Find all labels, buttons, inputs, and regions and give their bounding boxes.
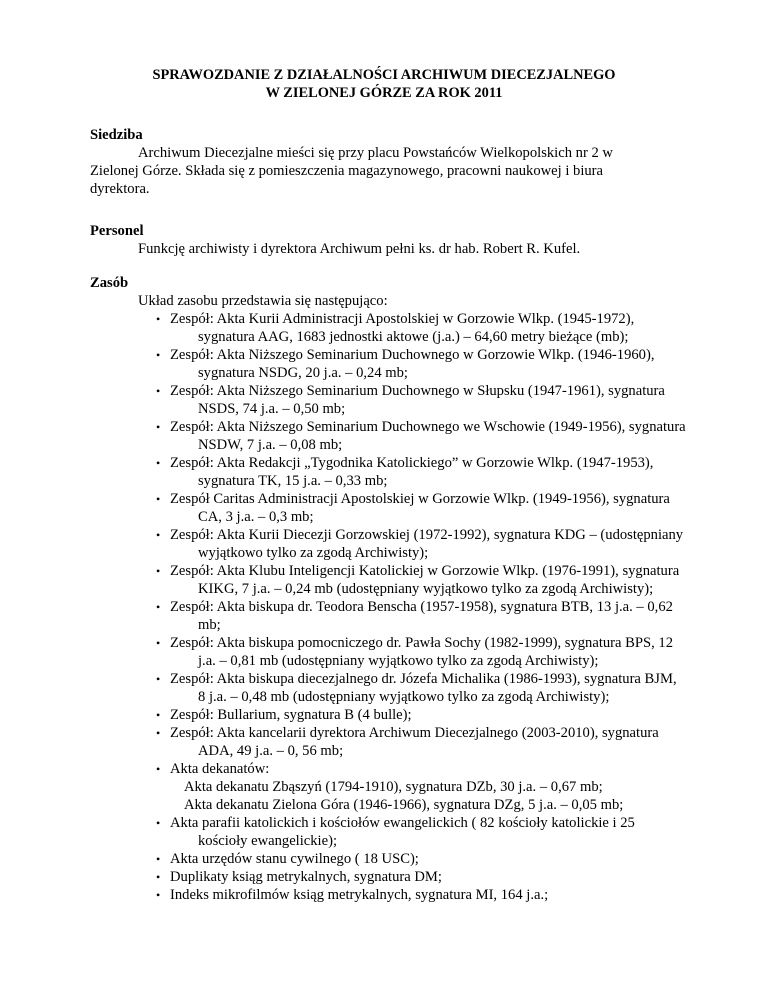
document-title: [0, 66, 768, 102]
list-item: • Duplikaty ksiąg metrykalnych, sygnatura DM;: [156, 869, 442, 885]
heading-personel: Personel: [90, 223, 144, 239]
title-line-1: SPRAWOZDANIE Z DZIAŁALNOŚCI ARCHIWUM DIECEZJALNEGO: [152, 67, 616, 83]
list-item: • Zespół: Bullarium, sygnatura B (4 bulle);: [156, 707, 412, 723]
personel-text: Funkcję archiwisty i dyrektora Archiwum pełni ks. dr hab. Robert R. Kufel.: [138, 241, 581, 257]
zasob-intro: Układ zasobu przedstawia się następująco:: [138, 293, 388, 309]
heading-zasob: Zasób: [90, 275, 129, 291]
list-item: • Akta urzędów stanu cywilnego ( 18 USC);: [156, 851, 419, 867]
list-item: • Zespół: Akta Redakcji „Tygodnika Katolickiego” w Gorzowie Wlkp. (1947-1953), sygnatura TK, 15 j.a. – 0,33 mb;: [156, 455, 654, 489]
section-personel: [90, 222, 690, 258]
list-item: • Akta parafii katolickich i kościołów ewangelickich ( 82 kościoły katolickie i 25 kościoły ewangelickie);: [156, 815, 635, 849]
dekanat-zbaszyn: Akta dekanatu Zbąszyń (1794-1910), sygnatura DZb, 30 j.a. – 0,67 mb;: [184, 779, 603, 795]
heading-siedziba: Siedziba: [90, 127, 143, 143]
list-item: • Zespół: Akta Kurii Administracji Apostolskiej w Gorzowie Wlkp. (1945-1972), sygnatura AAG, 1683 jednostki aktowe (j.a.) – 64,60 metry bieżące (mb);: [156, 311, 635, 345]
list-item: • Zespół: Akta Klubu Inteligencji Katolickiej w Gorzowie Wlkp. (1976-1991), sygnatura KIKG, 7 j.a. – 0,24 mb (udostępniany wyjątkowo tylko za zgodą Archiwisty);: [156, 563, 680, 597]
list-item: • Zespół: Akta kancelarii dyrektora Archiwum Diecezjalnego (2003-2010), sygnatura ADA, 49 j.a. – 0, 56 mb;: [156, 725, 659, 759]
dekanat-zielona-gora: Akta dekanatu Zielona Góra (1946-1966), sygnatura DZg, 5 j.a. – 0,05 mb;: [184, 797, 624, 813]
siedziba-text: Archiwum Diecezjalne mieści się przy placu Powstańców Wielkopolskich nr 2 w Zielonej Górze. Składa się z pomieszczenia magazynowego, pracowni naukowej i biura dyrektora.: [90, 145, 613, 197]
list-item: • Zespół: Akta biskupa dr. Teodora Benscha (1957-1958), sygnatura BTB, 13 j.a. – 0,62 mb;: [156, 599, 673, 633]
list-item: • Zespół: Akta Kurii Diecezji Gorzowskiej (1972-1992), sygnatura KDG – (udostępniany wyjątkowo tylko za zgodą Archiwisty);: [156, 527, 684, 561]
list-item: • Zespół Caritas Administracji Apostolskiej w Gorzowie Wlkp. (1949-1956), sygnatura CA, 3 j.a. – 0,3 mb;: [156, 491, 670, 525]
section-zasob: [90, 274, 690, 310]
list-item: • Zespół: Akta Niższego Seminarium Duchownego we Wschowie (1949-1956), sygnatura NSDW, 7 j.a. – 0,08 mb;: [156, 419, 686, 453]
list-item: • Zespół: Akta biskupa diecezjalnego dr. Józefa Michalika (1986-1993), sygnatura BJM, 8 j.a. – 0,48 mb (udostępniany wyjątkowo tylko za zgodą Archiwisty);: [156, 671, 677, 705]
section-siedziba: [90, 126, 690, 198]
list-item: • Zespół: Akta Niższego Seminarium Duchownego w Słupsku (1947-1961), sygnatura NSDS, 74 j.a. – 0,50 mb;: [156, 383, 665, 417]
list-item: • Zespół: Akta Niższego Seminarium Duchownego w Gorzowie Wlkp. (1946-1960), sygnatura NSDG, 20 j.a. – 0,24 mb;: [156, 347, 655, 381]
list-item: • Zespół: Akta biskupa pomocniczego dr. Pawła Sochy (1982-1999), sygnatura BPS, 12 j.a. – 0,81 mb (udostępniany wyjątkowo tylko za zgodą Archiwisty);: [156, 635, 674, 669]
list-item: • Indeks mikrofilmów ksiąg metrykalnych, sygnatura MI, 164 j.a.;: [156, 887, 549, 903]
list-item-dekanaty: • Akta dekanatów: Akta dekanatu Zbąszyń (1794-1910), sygnatura DZb, 30 j.a. – 0,67 mb; Akta dekanatu Zielona Góra (1946-1966), sygnatura DZg, 5 j.a. – 0,05 mb;: [156, 760, 686, 814]
title-line-2: W ZIELONEJ GÓRZE ZA ROK 2011: [265, 85, 503, 101]
zasob-list: [156, 310, 686, 904]
